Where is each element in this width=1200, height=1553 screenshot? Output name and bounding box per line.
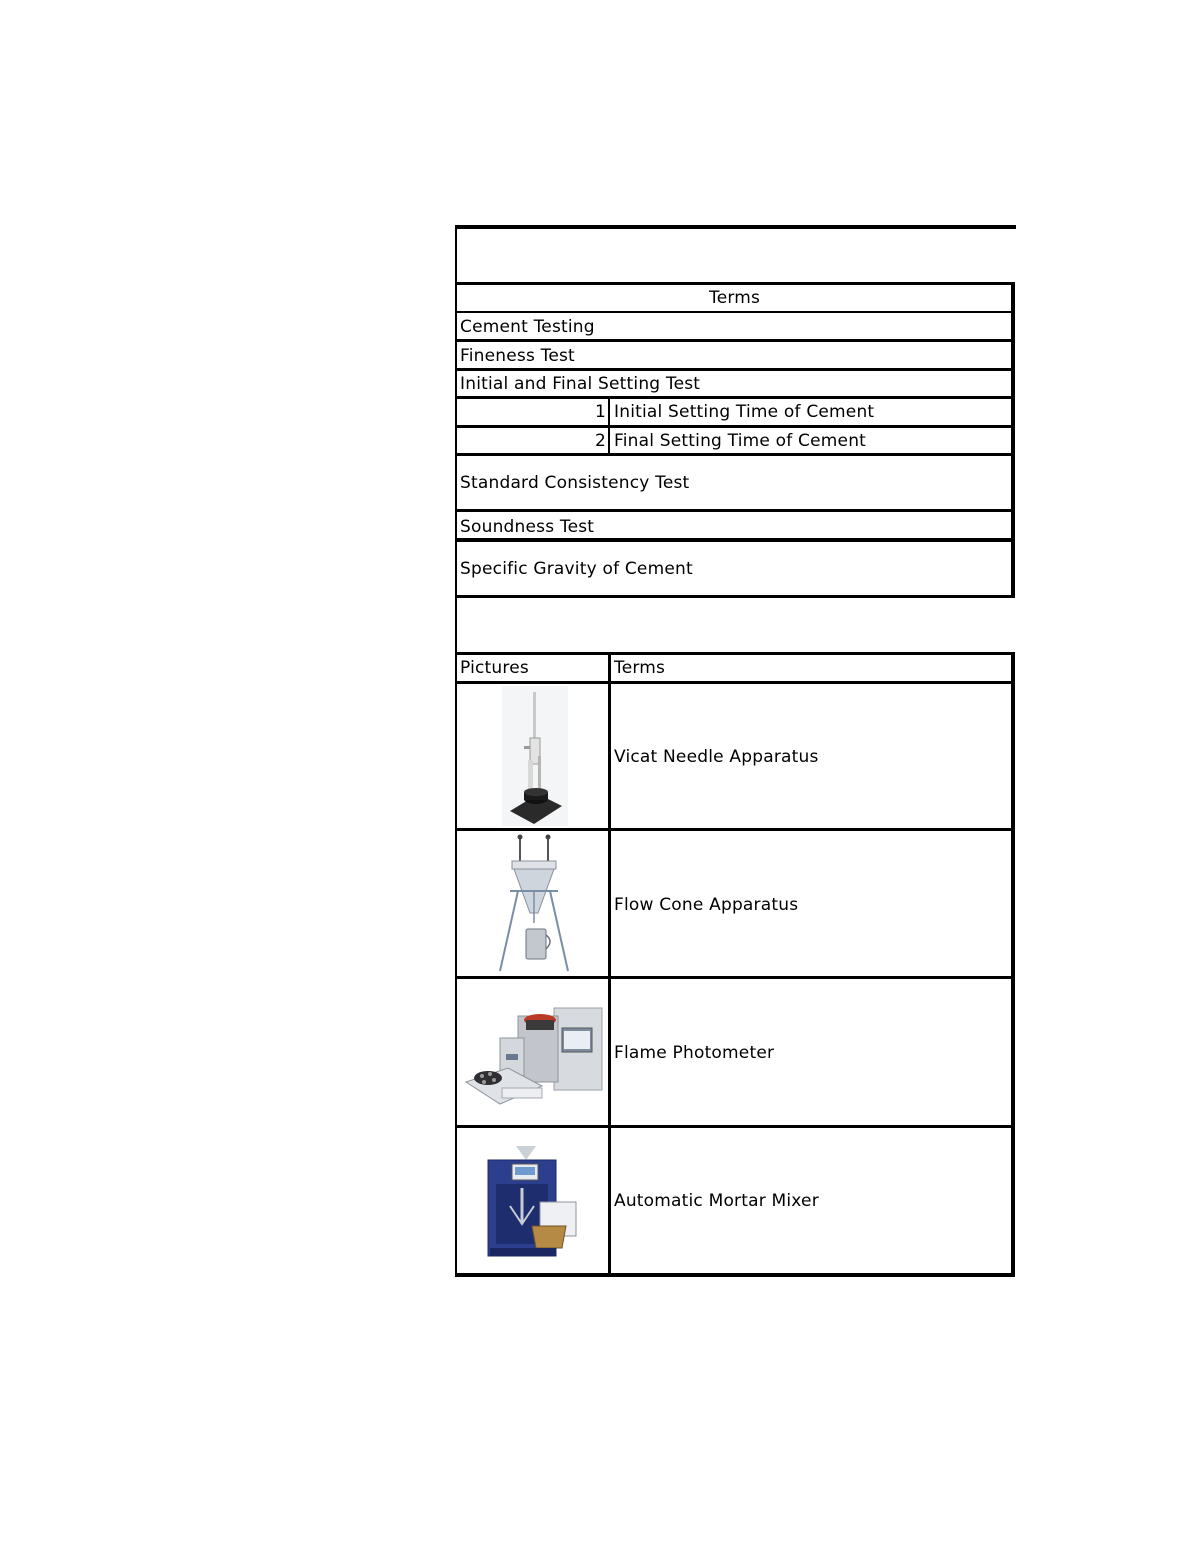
table1-left-border xyxy=(455,225,457,598)
row-divider xyxy=(455,282,1015,285)
column-divider xyxy=(608,396,610,455)
table2-right-border xyxy=(1011,652,1015,1276)
term-cement-testing: Cement Testing xyxy=(460,317,595,337)
row-divider xyxy=(455,311,1015,313)
row-divider xyxy=(455,538,1015,542)
row-divider xyxy=(455,339,1015,342)
table1-top-border xyxy=(455,225,1016,229)
term-specific-gravity: Specific Gravity of Cement xyxy=(460,559,693,579)
row-divider xyxy=(455,976,1015,979)
term-flow-cone: Flow Cone Apparatus xyxy=(614,895,799,915)
vicat-needle-apparatus-image xyxy=(500,686,570,826)
term-vicat-needle: Vicat Needle Apparatus xyxy=(614,747,819,767)
terms-header: Terms xyxy=(709,288,761,308)
row-divider xyxy=(455,396,1015,399)
row-divider xyxy=(455,828,1015,831)
row-divider xyxy=(455,1125,1015,1128)
table2-bottom-border xyxy=(455,1273,1015,1277)
column-divider xyxy=(608,652,611,1276)
pictures-header: Pictures xyxy=(460,658,529,678)
term-fineness-test: Fineness Test xyxy=(460,346,575,366)
automatic-mortar-mixer-image xyxy=(484,1144,580,1260)
flame-photometer-image xyxy=(464,1004,606,1108)
term-initial-setting-time: Initial Setting Time of Cement xyxy=(614,402,875,422)
term-final-setting-time: Final Setting Time of Cement xyxy=(614,431,867,451)
row-divider xyxy=(455,453,1015,456)
terms-header: Terms xyxy=(614,658,666,678)
row-divider xyxy=(455,509,1015,512)
row-divider xyxy=(455,595,1015,598)
row-divider xyxy=(455,681,1015,684)
term-flame-photometer: Flame Photometer xyxy=(614,1043,775,1063)
table2-top-border xyxy=(455,652,1015,655)
row-divider xyxy=(455,368,1015,371)
term-standard-consistency-test: Standard Consistency Test xyxy=(460,473,690,493)
term-mortar-mixer: Automatic Mortar Mixer xyxy=(614,1191,819,1211)
table2-left-border xyxy=(455,598,457,1276)
term-soundness-test: Soundness Test xyxy=(460,517,595,537)
row-divider xyxy=(455,425,1015,428)
row-number: 2 xyxy=(595,431,607,451)
row-number: 1 xyxy=(595,402,607,422)
table1-right-border xyxy=(1011,282,1015,598)
term-initial-final-setting-test: Initial and Final Setting Test xyxy=(460,374,701,394)
flow-cone-apparatus-image xyxy=(496,833,572,975)
